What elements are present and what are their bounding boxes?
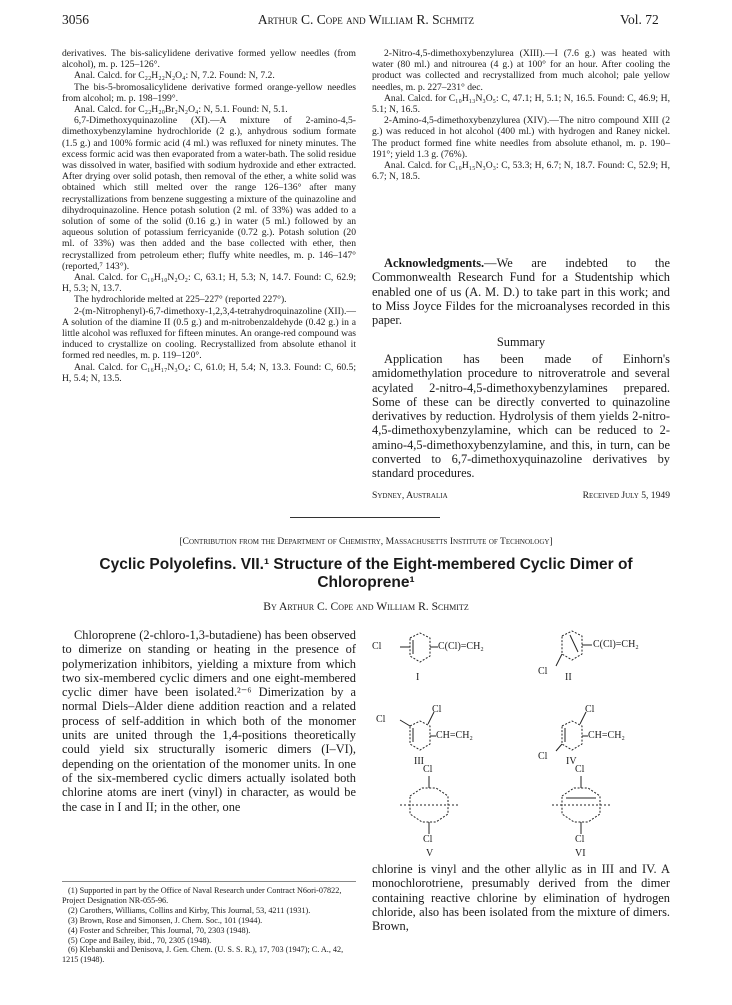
footnote: (2) Carothers, Williams, Collins and Kirby, This Journal, 53, 4211 (1931). [68,905,311,915]
paragraph: The bis-5-bromosalicylidene derivative formed orange-yellow needles from alcohol; m. p. 198–199°. [62,81,356,104]
paragraph: 2-Nitro-4,5-dimethoxybenzylurea (XIII).—I (7.6 g.) was heated with water (80 ml.) and nitrourea (4 g.) at 100° for an hour. After cooling the product was collected and recrystallized from much alcohol; pale yellow needles, m. p. 227–231° dec. [372,48,670,93]
substituent-label: CH=CH₂ [436,730,473,741]
article-title-line2: Chloroprene¹ [317,574,415,591]
right-column [372,48,670,182]
paragraph: Anal. Calcd. for C₂₂H₂₂N₂O₄: N, 7.2. Found: N, 7.2. [74,70,275,82]
structure-number: VI [575,848,586,859]
page-number: 3056 [62,12,89,27]
article-body-right: chlorine is vinyl and the other allylic as in III and IV. A monochlorotriene, presumably derived from the dimer containing reactive chlorine by elimination of hydrogen chloride, also has been isolated from the mixture of dimers. Brown, [372,862,670,934]
contribution-line: [Contribution from the Department of Chemistry, Massachusetts Institute of Technology] [179,536,553,547]
left-column [62,48,356,384]
paragraph: 6,7-Dimethoxyquinazoline (XI).—A mixture of 2-amino-4,5-dimethoxybenzylamine hydrochloride (2 g.), anhydrous sodium formate (1.5 g.) and 100% formic acid (4 ml.) was refluxed for ninety minutes. The excess formic acid was then evaporated from a water-bath. The solid residue was dissolved in water, basified with sodium hydroxide and ether extracted. After drying over solid potash, then removal of the ether, a white solid was obtained which still melted over the range 126–136° after many recrystallizations from benzene suggesting a mixture of the quinazoline and dihydroquinazoline. Hence potash solution (2 ml. of 33%) was added to a solution of some of the solid (0.16 g.) in water (5 ml.) followed by an aqueous solution of potassium ferricyanide (0.72 g.). Potash solution (20 ml. of 33%) was then added and the base collected with ether, then recrystallized from petroleum ether; fluffy white needles, m. p. 146–147° (reported,⁷ 143°). [62,115,356,272]
chlorine-label: Cl [423,834,433,845]
article-title [0,556,732,592]
substituent-label: C(Cl)=CH₂ [438,641,484,652]
paragraph: Anal. Calcd. for C₁₆H₁₇N₃O₄: C, 61.0; H, 5.4; N, 13.3. Found: C, 60.5; H, 5.4; N, 13.5. [62,361,356,384]
chlorine-label: Cl [575,764,585,775]
chlorine-label: Cl [538,751,548,762]
paragraph: Anal. Calcd. for C₁₀H₁₃N₃O₅: C, 47.1; H, 5.1; N, 16.5. Found: C, 46.9; H, 5.1; N, 16.5. [372,92,670,116]
article-body-left: Chloroprene (2-chloro-1,3-butadiene) has been observed to dimerize on standing or heating in the presence of polymerization inhibitors, yielding a mixture from which two six-membered cyclic dimers and one eight-membered cyclic dimer have been isolated.²⁻⁶ Dimerization by a normal Diels–Alder diene addition reaction and a related process of self-addition in which both of the monomer units are united through the 1,4-positions theoretically could yield six structurally isomeric dimers (I–VI), depending on the orientation of the monomer units. In one of the six-membered cyclic dimers actually isolated both chlorine atoms are inert (vinyl) in character, as would be the case in I and II; in the other, one [62,628,356,814]
substituent-label: C(Cl)=CH₂ [593,639,639,650]
running-title: Arthur C. Cope and William R. Schmitz [257,12,475,27]
received-date: Received July 5, 1949 [582,490,670,501]
chlorine-label: Cl [372,641,382,652]
substituent-label: CH=CH₂ [588,730,625,741]
authors: By Arthur C. Cope and William R. Schmitz [263,600,469,613]
structures-drawing [372,626,672,862]
footnote-rule [62,881,356,882]
chlorine-label: Cl [575,834,585,845]
footnote: (4) Foster and Schreiber, This Journal, 70, 2303 (1948). [68,925,251,935]
article-title-line1: Cyclic Polyolefins. VII.¹ Structure of the Eight-membered Cyclic Dimer of [99,556,633,573]
chlorine-label: Cl [538,666,548,677]
structure-number: V [426,848,434,859]
acknowledgments-heading: Acknowledgments. [384,256,485,270]
chlorine-label: Cl [432,704,442,715]
paragraph: Anal. Calcd. for C₁₀H₁₅N₃O₃: C, 53.3; H, 6.7; N, 18.7. Found: C, 52.9; H, 6.7; N, 18.5. [372,160,670,183]
paragraph: Anal. Calcd. for C₂₂H₂₀Br₂N₂O₄: N, 5.1. Found: N, 5.1. [74,104,288,116]
paragraph: The hydrochloride melted at 225–227° (reported 227°). [74,294,287,306]
chlorine-label: Cl [423,764,433,775]
summary-text: Application has been made of Einhorn's amidomethylation procedure to nitroveratrole and several acylated 2-nitro-4,5-dimethoxybenzylamines prepared. Some of these can be directly converted to quinazoline derivatives by reduction. Hydrolysis of them yields 2-nitro-4,5-dimethoxybenzylamine, which can be reduced to 2-amino-4,5-dimethoxybenzylamine, and this, in turn, can be converted to 6,7-dimethoxyquinazoline derivatives by standard procedures. [372,352,670,481]
volume-label: Vol. 72 [620,12,659,27]
summary-heading: Summary [496,335,546,349]
acknowledgments-text: —We are indebted to the Commonwealth Research Fund for a Studentship which enabled one of us (A. M. D.) to take part in this work; and to Miss Joyce Fildes for the microanalyses recorded in this paper. [372,256,670,328]
footnote: (5) Cope and Bailey, ibid., 70, 2305 (1948). [68,935,212,945]
structure-number: II [565,672,572,683]
chlorine-label: Cl [585,704,595,715]
structure-number: III [414,756,424,767]
paragraph: 2-Amino-4,5-dimethoxybenzylurea (XIV).—The nitro compound XIII (2 g.) was reduced in hot alcohol (400 ml.) with hydrogen and Raney nickel. The product formed fine white needles from absolute ethanol, m. p. 190–191°; yield 1.3 g. (76%). [372,115,670,160]
paragraph: derivatives. The bis-salicylidene derivative formed yellow needles (from alcohol), m. p. 125–126°. [62,48,356,71]
structures-figure [372,626,672,862]
paragraph: Anal. Calcd. for C₁₀H₁₀N₂O₂: C, 63.1; H, 5.3; N, 14.7. Found: C, 62.9; H, 5.3; N, 13.7. [62,272,356,295]
acknowledgments [372,256,670,327]
footnote: (1) Supported in part by the Office of Naval Research under Contract N6ori-07822, Project Designation NR-055-96. [62,886,342,905]
divider [290,517,440,518]
structure-number: I [416,672,420,683]
structure-number: IV [566,756,577,767]
chlorine-label: Cl [376,714,386,725]
footnotes [62,886,356,965]
footnote: (6) Klebanskii and Denisova, J. Gen. Chem. (U. S. S. R.), 17, 703 (1947); C. A., 42, 1215 (1948). [62,945,344,965]
footnote: (3) Brown, Rose and Simonsen, J. Chem. Soc., 101 (1944). [68,915,263,925]
paragraph: 2-(m-Nitrophenyl)-6,7-dimethoxy-1,2,3,4-tetrahydroquinazoline (XII).—A solution of the diamine II (0.5 g.) and m-nitrobenzaldehyde (0.42 g.) in a little alcohol was refluxed for fifteen minutes. An orange-red compound was induced to crystallize on cooling. Recrystallized from absolute ethanol it formed red needles, m. p. 119–120°. [62,305,356,362]
location: Sydney, Australia [372,490,448,501]
